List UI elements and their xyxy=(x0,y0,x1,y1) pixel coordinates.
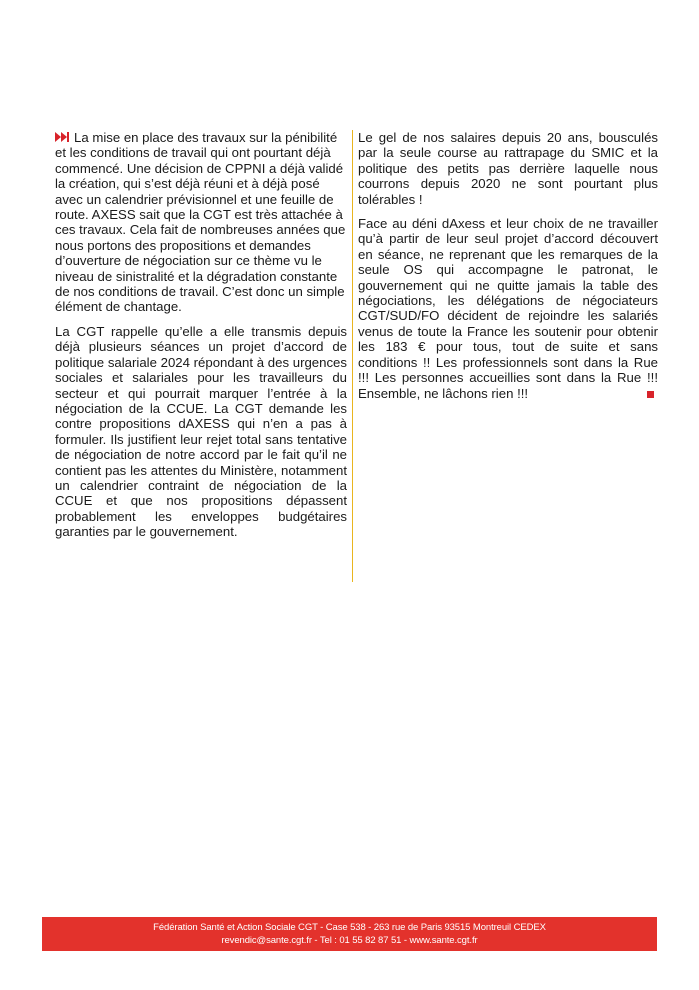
right-paragraph-2-text: Face au déni dAxess et leur choix de ne travailler qu’à partir de leur seul projet d’accord découvert en séance, ne reprenant que les remarques de la seule OS qui accompagne le patronat, le gouvernement qui ne quitte jamais la table des négociations, les délégations de négociateurs CGT/SUD/FO décident de rejoindre les salariés venus de toute la France les soutenir pour obtenir les 183 € pour tous, tout de suite et sans conditions !! Les professionnels sont dans la Rue !!! Les personnes accueillies sont dans la Rue !!! Ensemble, ne lâchons rien !!! xyxy=(358,216,658,401)
right-paragraph-2 xyxy=(358,216,658,401)
red-square-icon xyxy=(647,391,654,398)
footer-address: Fédération Santé et Action Sociale CGT - Case 538 - 263 rue de Paris 93515 Montreuil CEDEX xyxy=(153,922,546,933)
footer-bar xyxy=(42,917,657,951)
left-paragraph-1-text: La mise en place des travaux sur la pénibilité et les conditions de travail qui ont pourtant déjà commencé. Une décision de CPPNI a déjà validé la création, qui s’est déjà réuni et à déjà posé avec un calendrier prévisionnel et une feuille de route. AXESS sait que la CGT est très attachée à ces travaux. Cela fait de nombreuses années que nous portons des propositions et demandes d’ouverture de négociation sur ce thème vu le niveau de sinistralité et la dégradation constante de nos conditions de travail. C’est donc un simple élément de chantage. xyxy=(55,130,346,315)
footer-contact: revendic@sante.cgt.fr - Tel : 01 55 82 87 51 - www.sante.cgt.fr xyxy=(221,935,478,946)
left-paragraph-2: La CGT rappelle qu’elle a elle transmis depuis déjà plusieurs séances un projet d’accord de politique salariale 2024 répondant à des urgences sociales et salariales pour les travailleurs du secteur et qui pourrait marquer l’entrée à la négociation de la CCUE. La CGT demande les contre propositions dAXESS qui n’en a pas à formuler. Ils justifient leur rejet total sans tentative de négociation de notre accord par le fait qu’il ne contient pas les attentes du Ministère, notamment un calendrier contraint de négociation de la CCUE et que nos propositions dépassent probablement les enveloppes budgétaires garanties par le gouvernement. xyxy=(55,323,347,540)
left-column xyxy=(55,130,347,549)
right-paragraph-1: Le gel de nos salaires depuis 20 ans, bousculés par la seule course au rattrapage du SMIC et la politique des petits pas derrière laquelle nous courrons depuis 2020 ne sont pourtant plus tolérables ! xyxy=(358,130,658,207)
fast-forward-arrow-icon xyxy=(55,131,69,143)
right-column xyxy=(358,130,658,410)
left-paragraph-1 xyxy=(55,130,347,315)
column-divider xyxy=(352,130,353,582)
